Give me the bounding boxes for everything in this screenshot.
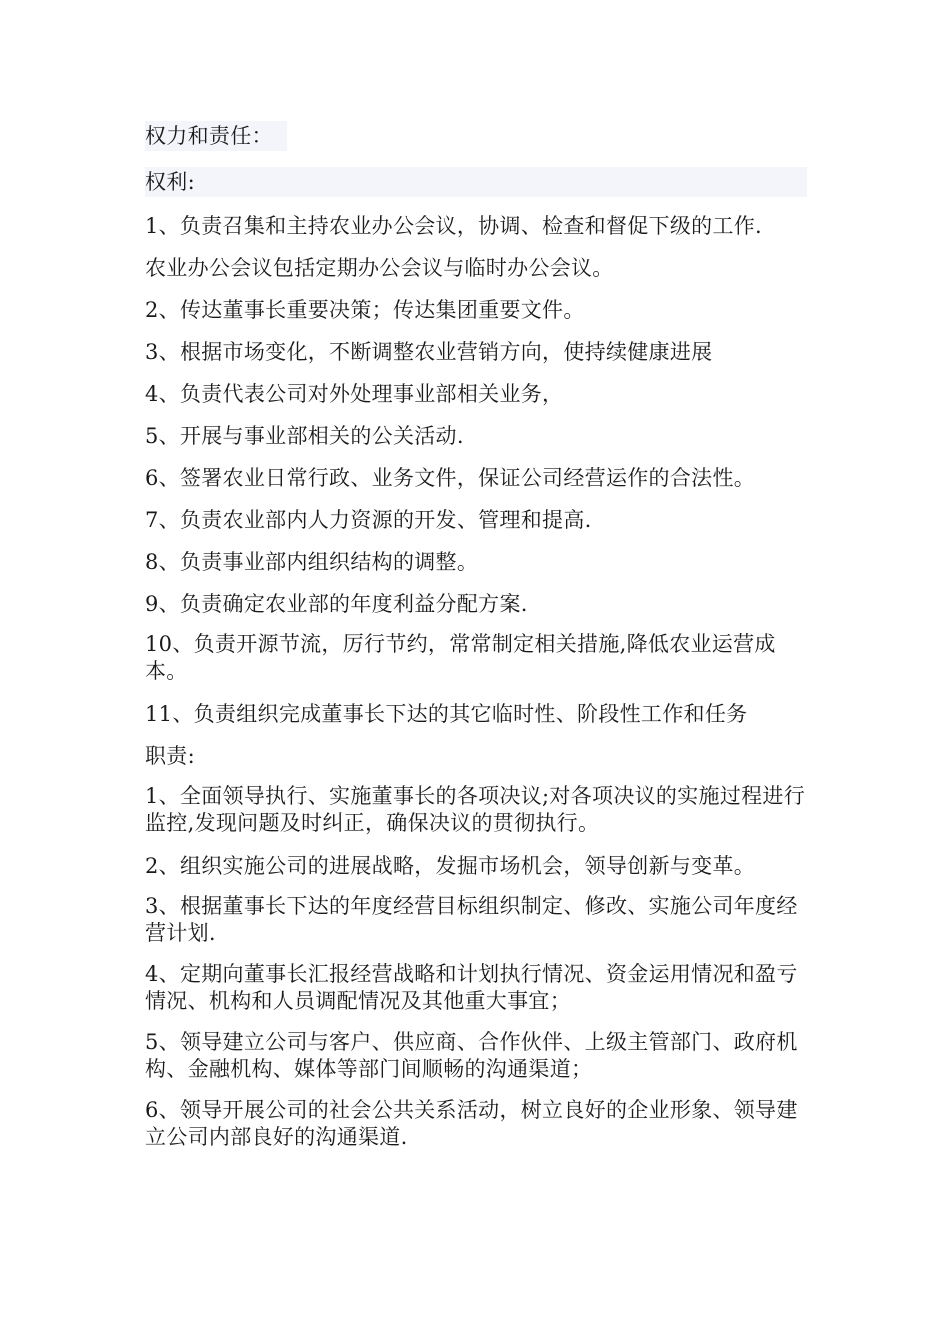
rights-item-6: 6、签署农业日常行政、业务文件，保证公司经营运作的合法性。: [145, 466, 756, 490]
rights-item-10: 10、负责开源节流，厉行节约，常常制定相关措施,降低农业运营成本。: [145, 632, 776, 683]
rights-item-1: 1、负责召集和主持农业办公会议，协调、检查和督促下级的工作.: [145, 214, 763, 238]
rights-item-7: 7、负责农业部内人力资源的开发、管理和提高.: [145, 508, 592, 532]
rights-item-1-note: 农业办公会议包括定期办公会议与临时办公会议。: [145, 256, 614, 280]
duties-item-4: 4、定期向董事长汇报经营战略和计划执行情况、资金运用情况和盈亏情况、机构和人员调配情况及其他重大事宜；: [145, 962, 798, 1013]
duties-item-1: 1、全面领导执行、实施董事长的各项决议;对各项决议的实施过程进行监控,发现问题及时纠正，确保决议的贯彻执行。: [145, 784, 806, 835]
rights-item-4: 4、负责代表公司对外处理事业部相关业务，: [145, 382, 564, 406]
rights-item-2: 2、传达董事长重要决策；传达集团重要文件。: [145, 298, 585, 322]
rights-heading: [145, 167, 807, 197]
rights-item-11: 11、负责组织完成董事长下达的其它临时性、阶段性工作和任务: [145, 702, 748, 726]
rights-heading-text: 权利:: [145, 167, 807, 197]
duties-item-3: 3、根据董事长下达的年度经营目标组织制定、修改、实施公司年度经营计划.: [145, 894, 798, 945]
duties-item-6: 6、领导开展公司的社会公共关系活动，树立良好的企业形象、领导建立公司内部良好的沟通渠道.: [145, 1098, 798, 1149]
duties-heading: 职责:: [145, 744, 195, 768]
duties-item-5: 5、领导建立公司与客户、供应商、合作伙伴、上级主管部门、政府机构、金融机构、媒体等部门间顺畅的沟通渠道；: [145, 1030, 798, 1081]
rights-item-9: 9、负责确定农业部的年度利益分配方案.: [145, 592, 528, 616]
rights-item-5: 5、开展与事业部相关的公关活动.: [145, 424, 464, 448]
title-text: 权力和责任：: [145, 121, 287, 151]
document-title: [145, 121, 807, 151]
rights-item-3: 3、根据市场变化，不断调整农业营销方向，使持续健康进展: [145, 340, 713, 364]
rights-item-8: 8、负责事业部内组织结构的调整。: [145, 550, 479, 574]
duties-item-2: 2、组织实施公司的进展战略，发掘市场机会，领导创新与变革。: [145, 854, 756, 878]
document-page: [145, 121, 807, 1165]
